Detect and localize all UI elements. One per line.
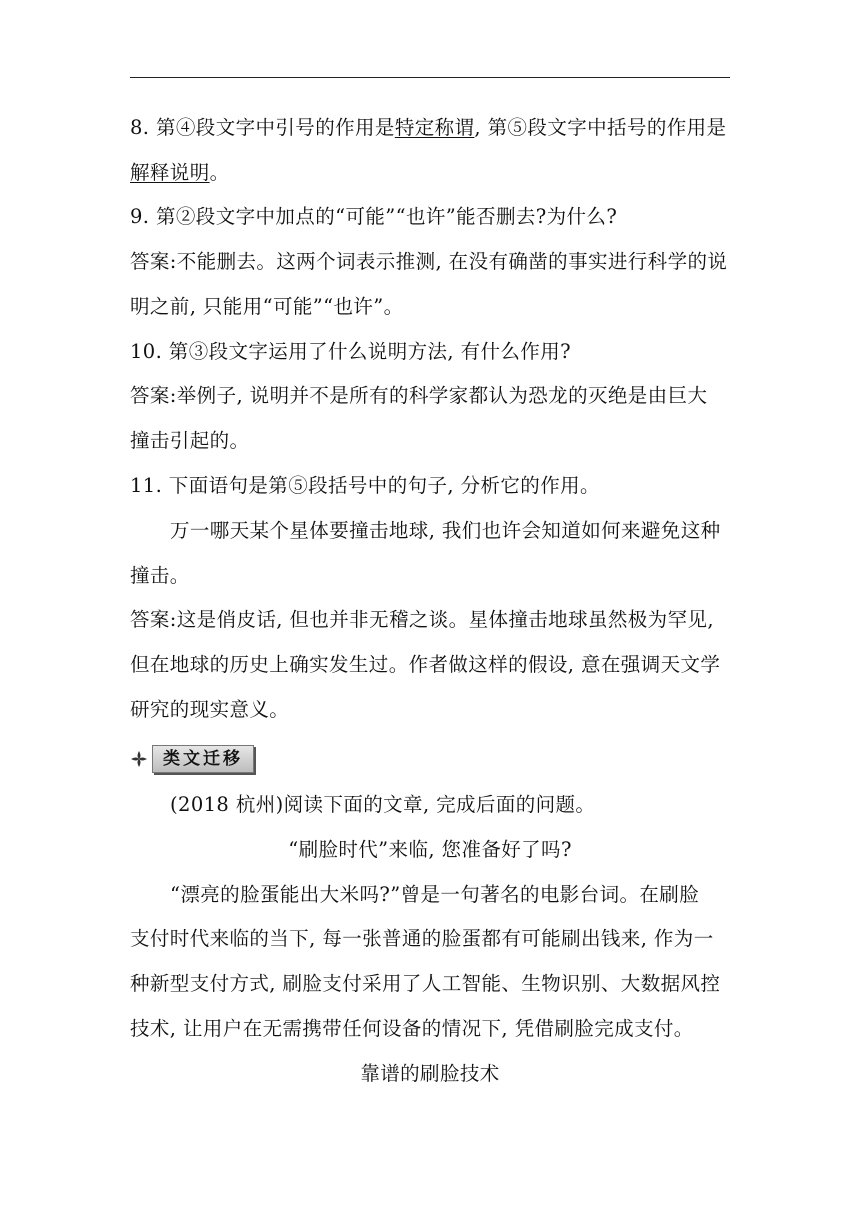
q8-line-1 [130,115,740,141]
article-title: “刷脸时代”来临, 您准备好了吗? [288,838,572,861]
paragraph-1-line-4: 技术, 让用户在无需携带任何设备的情况下, 凭借刷脸完成支付。 [130,1017,694,1040]
reading-intro: (2018 杭州)阅读下面的文章, 完成后面的问题。 [170,793,596,816]
q10-question: 10. 第③段文字运用了什么说明方法, 有什么作用? [130,340,571,363]
q8-answer-2: 解释说明 [130,161,210,184]
q11-answer-line-3: 研究的现实意义。 [130,698,290,721]
q9-answer-line-2: 明之前, 只能用“可能”“也许”。 [130,295,404,318]
q11-question: 11. 下面语句是第⑤段括号中的句子, 分析它的作用。 [130,474,600,497]
section-badge [130,744,254,774]
q10-answer-line-1: 答案:举例子, 说明并不是所有的科学家都认为恐龙的灭绝是由巨大 [130,384,708,407]
q9-question: 9. 第②段文字中加点的“可能”“也许”能否删去?为什么? [130,205,618,228]
q8-text-mid: , 第⑤段文字中括号的作用是 [474,116,727,139]
q11-quote-line-2: 撞击。 [130,564,190,587]
q11-answer-line-2: 但在地球的历史上确实发生过。作者做这样的假设, 意在强调天文学 [130,653,721,676]
q11-quote-line-1: 万一哪天某个星体要撞击地球, 我们也许会知道如何来避免这种 [170,519,721,542]
q8-text-end: 。 [209,161,230,184]
section-badge-label: 类文迁移 [152,745,254,773]
q8-text: 8. 第④段文字中引号的作用是 [130,116,395,139]
section-subtitle: 靠谱的刷脸技术 [360,1062,500,1085]
q10-answer-line-2: 撞击引起的。 [130,429,250,452]
q11-answer-line-1: 答案:这是俏皮话, 但也并非无稽之谈。星体撞击地球虽然极为罕见, [130,608,714,631]
paragraph-1-line-2: 支付时代来临的当下, 每一张普通的脸蛋都有可能刷出钱来, 作为一 [130,927,714,950]
paragraph-1-line-1: “漂亮的脸蛋能出大米吗?”曾是一句著名的电影台词。在刷脸 [170,883,700,906]
q8-answer-1: 特定称谓 [394,116,475,139]
paragraph-1-line-3: 种新型支付方式, 刷脸支付采用了人工智能、生物识别、大数据风控 [130,972,721,995]
q8-line-2 [130,160,740,186]
fleur-icon [130,750,148,768]
header-rule [130,77,730,78]
q9-answer-line-1: 答案:不能删去。这两个词表示推测, 在没有确凿的事实进行科学的说 [130,250,728,273]
